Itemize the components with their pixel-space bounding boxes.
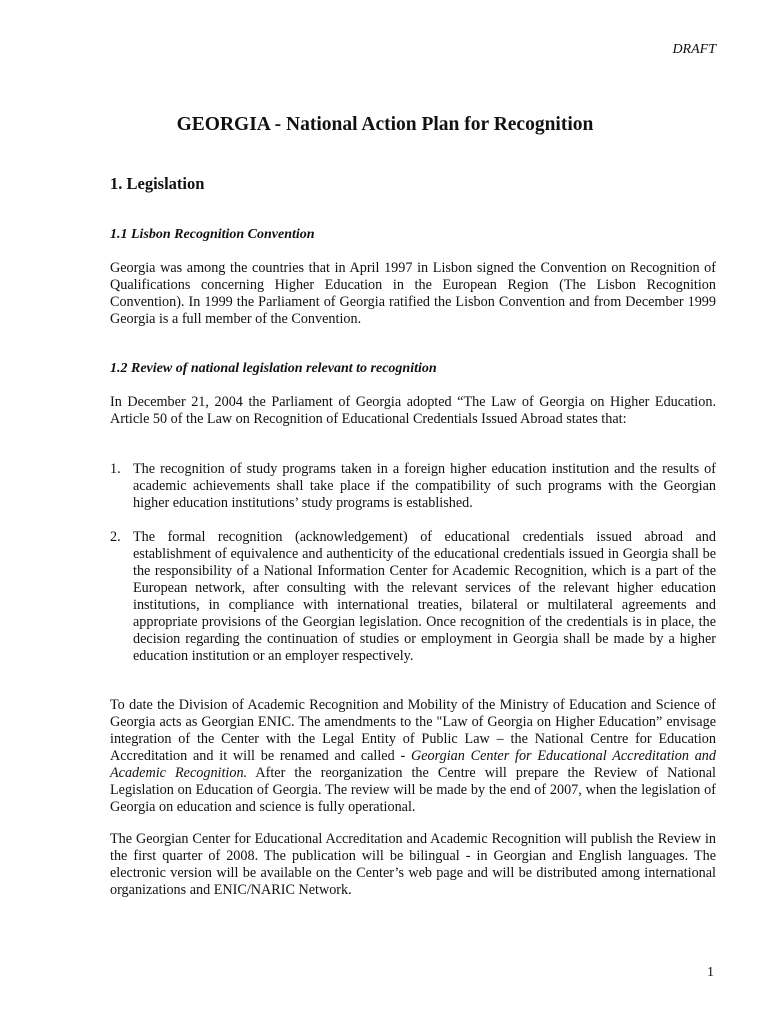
paragraph-enic — [110, 697, 716, 816]
list-item — [110, 461, 716, 512]
subsection-heading-review: 1.2 Review of national legislation relevant to recognition — [110, 361, 437, 376]
center-name-italic: Georgian Center for Educational Accreditation and Academic Recognition. — [110, 748, 716, 781]
list-item-text: The recognition of study programs taken in a foreign higher education institution and the results of academic achievements shall take place if the compatibility of such programs with the Georgian higher education institutions’ study programs is established. — [133, 461, 716, 511]
subsection-heading-lisbon: 1.1 Lisbon Recognition Convention — [110, 227, 315, 242]
list-item-number: 2. — [110, 529, 121, 545]
list-item-number: 1. — [110, 461, 121, 477]
paragraph-review-intro: In December 21, 2004 the Parliament of Georgia adopted “The Law of Georgia on Higher Education. Article 50 of the Law on Recognition of Educational Credentials Issued Abroad states that: — [110, 394, 716, 427]
section-heading-legislation: 1. Legislation — [110, 174, 205, 193]
paragraph-enic-text-1: To date the Division of Academic Recognition and Mobility of the Ministry of Education and Science of Georgia acts as Georgian ENIC. The amendments to the "Law of Georgia on Higher Education” envisage integration of the Center with the Legal Entity of Public Law – the National Centre for Education Accreditation and it will be renamed and called - — [110, 697, 716, 764]
paragraph-enic-text-2: After the reorganization the Centre will prepare the Review of National Legislation on Education of Georgia. The review will be made by the end of 2007, when the legislation of Georgia on education and science is fully operational. — [110, 765, 716, 815]
draft-label: DRAFT — [672, 42, 716, 57]
page-title: GEORGIA - National Action Plan for Recognition — [176, 114, 594, 135]
paragraph-publication: The Georgian Center for Educational Accreditation and Academic Recognition will publish the Review in the first quarter of 2008. The publication will be bilingual - in Georgian and English languages. The electronic version will be available on the Center’s web page and will be distributed among international organizations and ENIC/NARIC Network. — [110, 831, 716, 898]
list-item — [110, 529, 716, 665]
list-item-text: The formal recognition (acknowledgement) of educational credentials issued abroad and establishment of equivalence and authenticity of the educational credentials issued in Georgia shall be the responsibility of a National Information Center for Academic Recognition, which is a part of the European network, after consulting with the relevant services of the relevant higher education institutions, in compliance with international treaties, bilateral or multilateral agreements and appropriate provisions of the Georgian legislation. Once recognition of the credentials is in place, the decision regarding the continuation of studies or employment in Georgia shall be made by a higher education institution or an employer respectively. — [133, 529, 716, 664]
page-number: 1 — [707, 965, 714, 980]
paragraph-lisbon: Georgia was among the countries that in April 1997 in Lisbon signed the Convention on Recognition of Qualifications concerning Higher Education in the European Region (The Lisbon Recognition Convention). In 1999 the Parliament of Georgia ratified the Lisbon Convention and from December 1999 Georgia is a full member of the Convention. — [110, 260, 716, 327]
